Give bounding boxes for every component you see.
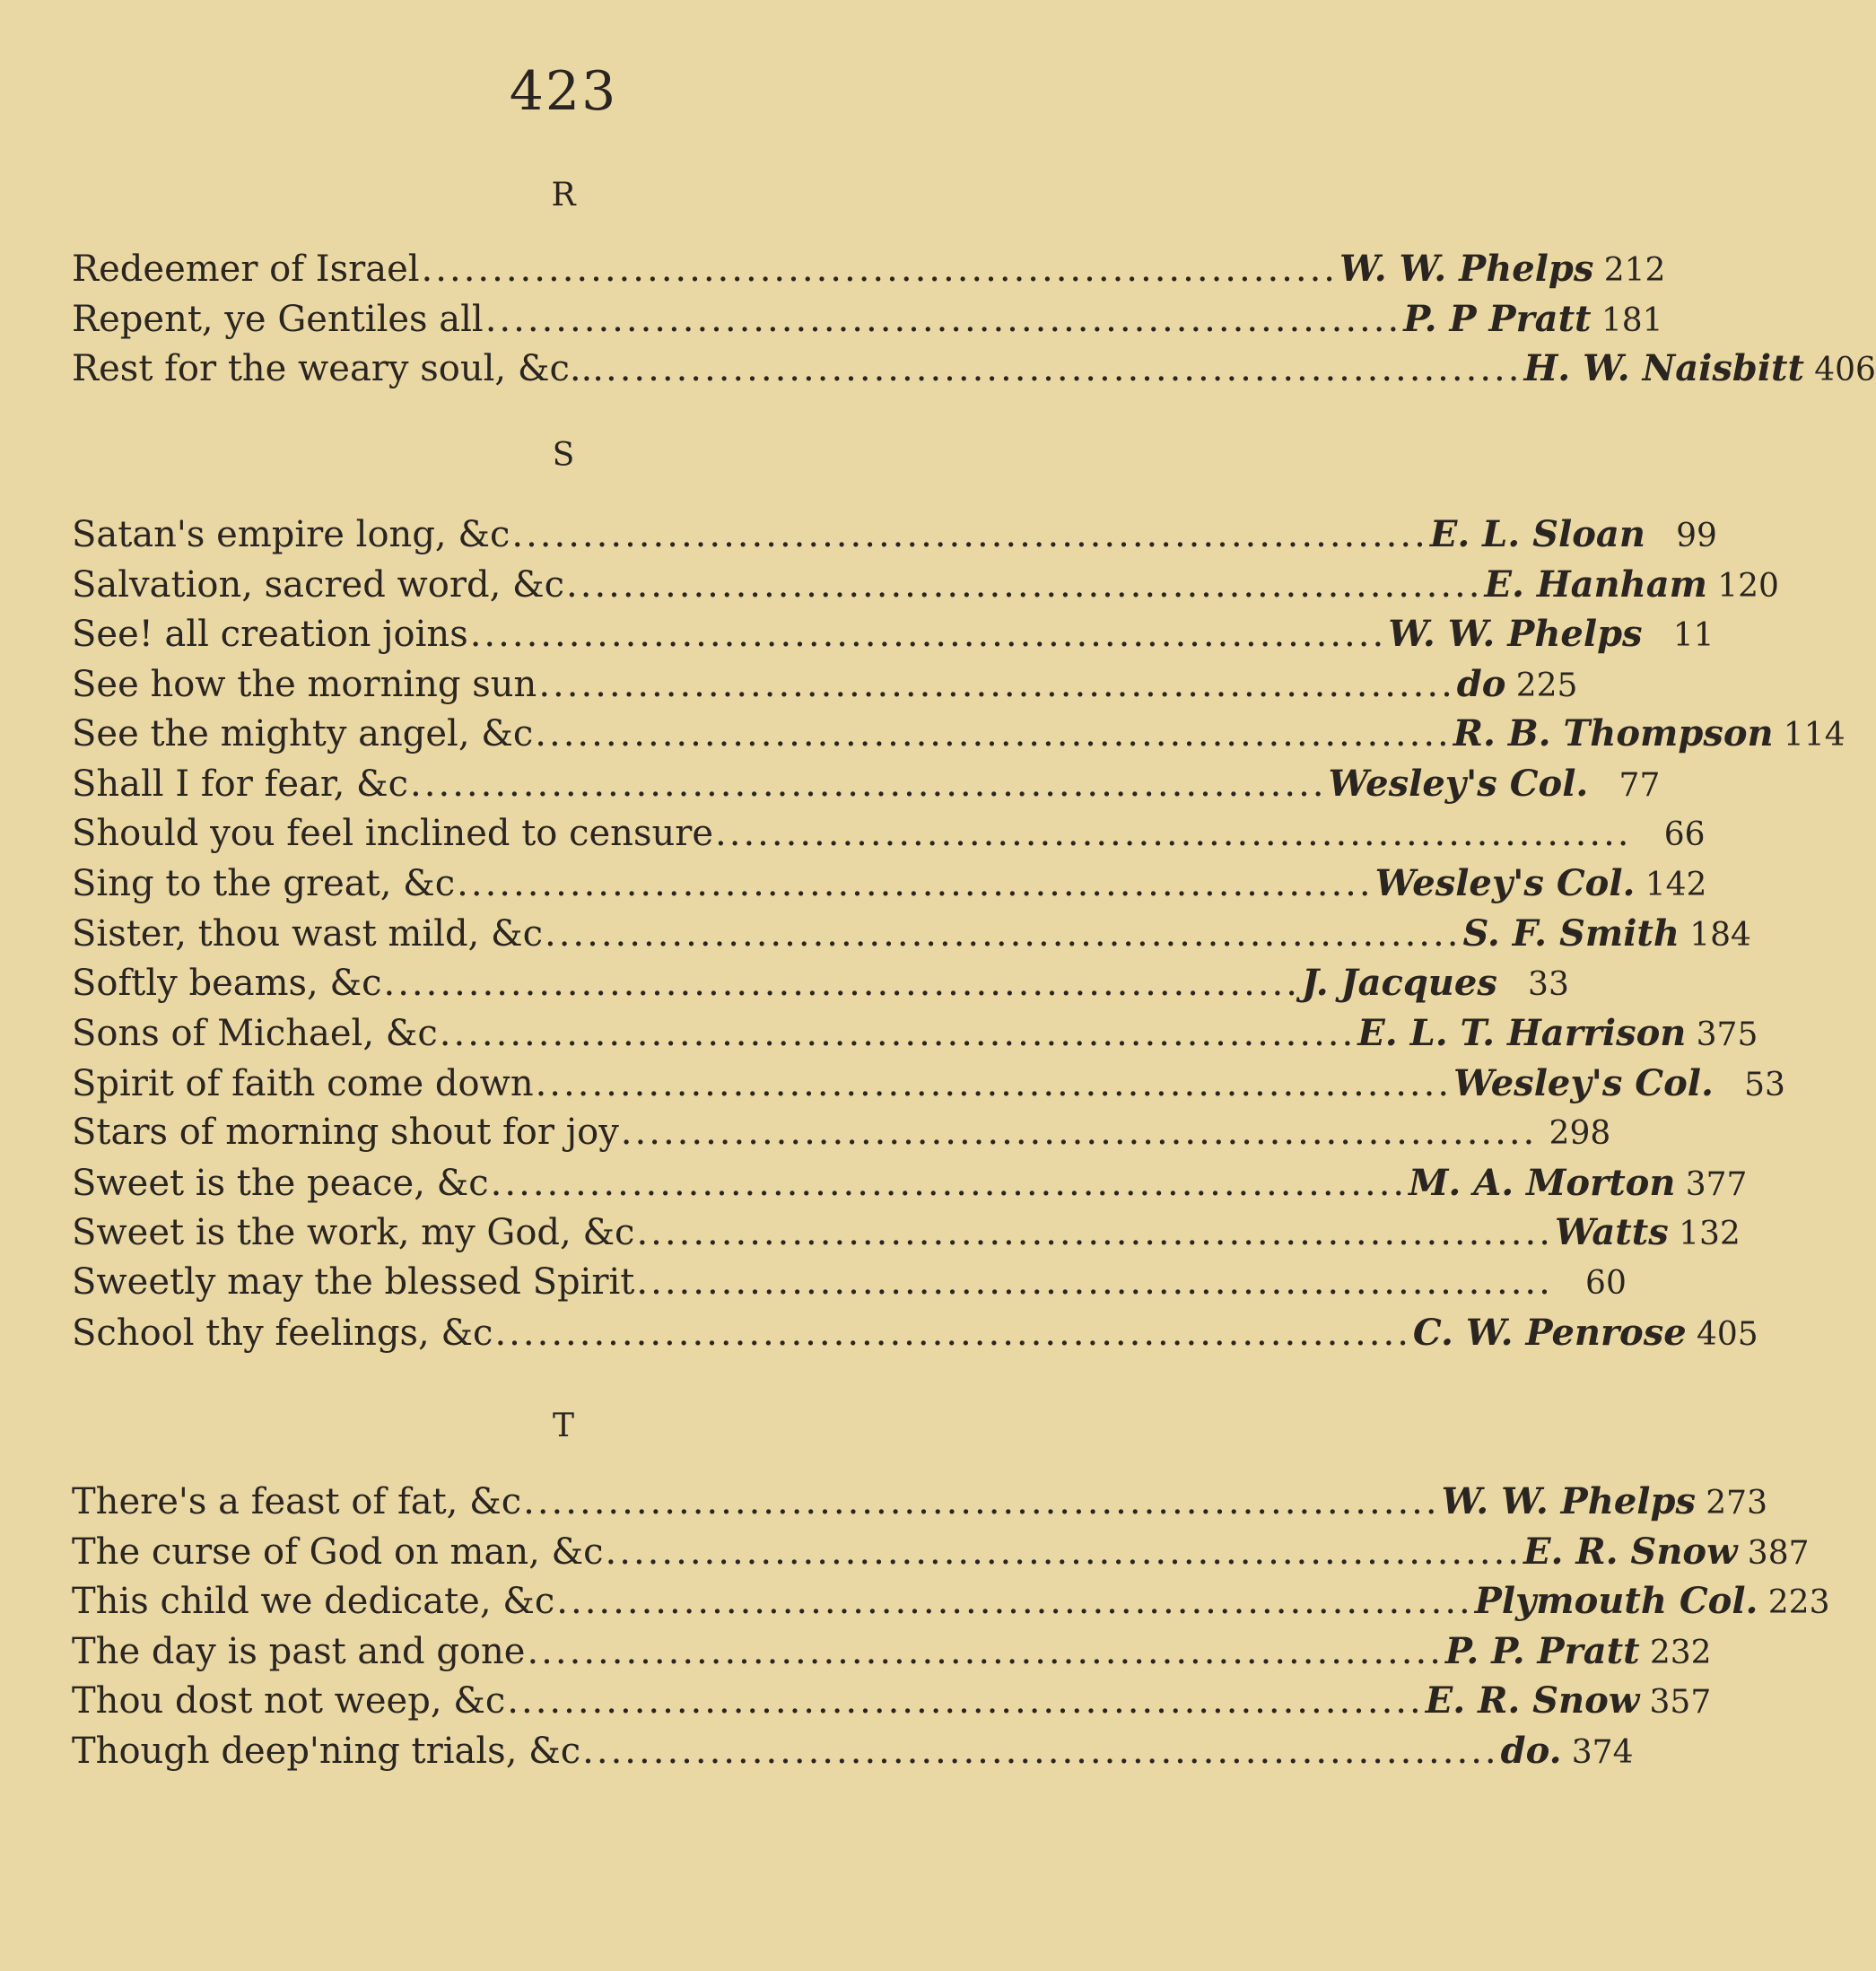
entry-author: E. Hanham bbox=[1484, 563, 1707, 606]
entry-author: P. P. Pratt bbox=[1444, 1629, 1640, 1672]
entry-page: 377 bbox=[1685, 1165, 1748, 1203]
entry-author: C. W. Penrose bbox=[1412, 1311, 1687, 1354]
index-entry bbox=[72, 1627, 1712, 1677]
entry-author: S. F. Smith bbox=[1462, 911, 1680, 955]
entry-author: R. B. Thompson bbox=[1453, 712, 1774, 755]
dot-leader: ................................................................. bbox=[421, 249, 1339, 290]
dot-leader: ................................................................. bbox=[582, 1730, 1499, 1772]
entry-page: 273 bbox=[1706, 1485, 1767, 1522]
dot-leader: ................................................................. bbox=[544, 912, 1462, 955]
index-entry bbox=[72, 809, 1706, 859]
entry-title: Sister, thou wast mild, &c bbox=[72, 912, 543, 955]
index-entry bbox=[72, 759, 1661, 809]
entry-title: Satan's empire long, &c bbox=[72, 514, 510, 555]
index-entry bbox=[72, 1576, 1830, 1627]
entry-page: 66 bbox=[1663, 815, 1706, 853]
index-entry bbox=[72, 1308, 1758, 1358]
index-entry bbox=[72, 859, 1707, 909]
entry-author: Wesley's Col. bbox=[1453, 1061, 1714, 1104]
dot-leader: ................................................................. bbox=[469, 614, 1387, 656]
index-entry bbox=[72, 1726, 1634, 1776]
entry-author: E. L. Sloan bbox=[1429, 513, 1645, 555]
entry-author: W. W. Phelps bbox=[1339, 248, 1594, 290]
dot-leader: ................................................................. bbox=[605, 1531, 1522, 1573]
entry-author: Plymouth Col. bbox=[1474, 1580, 1758, 1623]
entry-title: Stars of morning shout for joy bbox=[72, 1112, 619, 1154]
entry-title: The curse of God on man, &c bbox=[72, 1531, 604, 1573]
section-s-entries bbox=[72, 510, 1845, 1357]
section-r-entries bbox=[72, 244, 1876, 394]
entry-page: 225 bbox=[1515, 667, 1578, 704]
dot-leader: ................................................................. bbox=[494, 1312, 1411, 1354]
entry-page: 387 bbox=[1747, 1534, 1810, 1572]
entry-title: Thou dost not weep, &c bbox=[72, 1680, 506, 1722]
dot-leader: ................................................................. bbox=[439, 1012, 1357, 1054]
dot-leader: ................................................................. bbox=[490, 1162, 1408, 1204]
entry-author: do. bbox=[1500, 1729, 1562, 1772]
entry-title: Sweet is the work, my God, &c bbox=[72, 1212, 635, 1254]
entry-page: 33 bbox=[1528, 966, 1569, 1004]
entry-page: 142 bbox=[1645, 867, 1707, 904]
entry-page: 60 bbox=[1585, 1264, 1627, 1302]
dot-leader: ................................................................. bbox=[383, 963, 1300, 1005]
entry-page: 132 bbox=[1679, 1216, 1741, 1253]
entry-title: Salvation, sacred word, &c bbox=[72, 563, 565, 606]
index-entry bbox=[72, 1108, 1611, 1158]
dot-leader: ................................................................. bbox=[457, 863, 1374, 905]
entry-page: 223 bbox=[1767, 1584, 1830, 1622]
index-entry bbox=[72, 1208, 1741, 1258]
entry-title: School thy feelings, &c bbox=[72, 1312, 493, 1354]
entry-title: Redeemer of Israel bbox=[72, 249, 420, 290]
section-letter-s: S bbox=[552, 437, 575, 474]
index-entry bbox=[72, 1059, 1785, 1109]
dot-leader: ................................................................. bbox=[535, 1062, 1453, 1104]
entry-page: 212 bbox=[1603, 252, 1666, 289]
dot-leader: ................................................................. bbox=[523, 1481, 1440, 1522]
dot-leader: ................................................................. bbox=[410, 763, 1327, 805]
entry-page: 11 bbox=[1672, 617, 1715, 655]
index-entry bbox=[72, 244, 1666, 294]
entry-title: Sing to the great, &c bbox=[72, 863, 456, 905]
index-entry bbox=[72, 659, 1578, 710]
index-entry bbox=[72, 510, 1717, 560]
entry-page: 374 bbox=[1571, 1733, 1634, 1771]
index-entry bbox=[72, 609, 1715, 659]
entry-page: 405 bbox=[1697, 1315, 1758, 1353]
section-t-entries bbox=[72, 1477, 1830, 1776]
entry-page: 120 bbox=[1717, 567, 1779, 605]
entry-title: See! all creation joins bbox=[72, 614, 468, 656]
entry-page: 232 bbox=[1649, 1634, 1712, 1671]
dot-leader: ................................................................. bbox=[484, 298, 1402, 340]
dot-leader: ................................................................. bbox=[566, 563, 1483, 606]
index-entry bbox=[72, 958, 1569, 1008]
entry-page: 184 bbox=[1689, 916, 1751, 954]
entry-page: 114 bbox=[1783, 717, 1845, 754]
entry-author: E. L. T. Harrison bbox=[1357, 1011, 1687, 1054]
entry-title: The day is past and gone bbox=[72, 1630, 526, 1672]
entry-page: 99 bbox=[1676, 518, 1717, 554]
entry-title: There's a feast of fat, &c bbox=[72, 1481, 522, 1522]
entry-author: W. W. Phelps bbox=[1388, 613, 1643, 656]
index-entry bbox=[72, 1676, 1712, 1726]
entry-title: See how the morning sun bbox=[72, 663, 537, 705]
entry-title: Spirit of faith come down bbox=[72, 1062, 534, 1104]
entry-author: P. P Pratt bbox=[1403, 297, 1592, 340]
entry-author: J. Jacques bbox=[1301, 962, 1497, 1005]
index-entry bbox=[72, 709, 1845, 759]
entry-author: Watts bbox=[1554, 1211, 1669, 1254]
entry-title: Rest for the weary soul, &c... bbox=[72, 348, 604, 390]
entry-author: H. W. Naisbitt bbox=[1523, 347, 1804, 390]
entry-page: 298 bbox=[1549, 1115, 1611, 1153]
dot-leader: ................................................................. bbox=[715, 812, 1632, 854]
index-entry bbox=[72, 1258, 1627, 1308]
entry-page: 53 bbox=[1744, 1066, 1785, 1103]
entry-author: W. W. Phelps bbox=[1441, 1480, 1696, 1522]
entry-title: Though deep'ning trials, &c bbox=[72, 1730, 581, 1772]
section-letter-r: R bbox=[551, 177, 576, 214]
dot-leader: ................................................................. bbox=[636, 1260, 1553, 1303]
index-entry bbox=[72, 560, 1779, 610]
dot-leader: ................................................................. bbox=[606, 348, 1523, 390]
dot-leader: ................................................................. bbox=[636, 1212, 1553, 1254]
index-entry bbox=[72, 909, 1751, 959]
index-entry bbox=[72, 1008, 1758, 1059]
entry-title: Sons of Michael, &c bbox=[72, 1012, 438, 1054]
entry-author: Wesley's Col. bbox=[1374, 862, 1636, 905]
entry-author: Wesley's Col. bbox=[1328, 762, 1589, 805]
entry-title: Sweetly may the blessed Spirit bbox=[72, 1260, 635, 1303]
index-entry bbox=[72, 344, 1876, 394]
entry-page: 375 bbox=[1696, 1016, 1758, 1053]
entry-title: Shall I for fear, &c bbox=[72, 763, 409, 805]
entry-page: 181 bbox=[1601, 301, 1663, 339]
index-entry bbox=[72, 294, 1663, 344]
dot-leader: ................................................................. bbox=[535, 713, 1452, 755]
entry-title: This child we dedicate, &c bbox=[72, 1581, 555, 1623]
entry-page: 406 bbox=[1814, 352, 1876, 389]
entry-title: Softly beams, &c bbox=[72, 963, 382, 1005]
page-number: 423 bbox=[509, 60, 618, 123]
entry-author: do bbox=[1456, 662, 1506, 705]
entry-author: E. R. Snow bbox=[1425, 1679, 1640, 1722]
index-entry bbox=[72, 1527, 1810, 1577]
entry-title: Should you feel inclined to censure bbox=[72, 812, 714, 854]
entry-page: 77 bbox=[1619, 766, 1661, 804]
entry-page: 357 bbox=[1649, 1684, 1712, 1722]
entry-author: M. A. Morton bbox=[1409, 1161, 1676, 1204]
entry-title: See the mighty angel, &c bbox=[72, 713, 534, 755]
index-entry bbox=[72, 1158, 1748, 1208]
dot-leader: ................................................................. bbox=[511, 514, 1428, 555]
dot-leader: ................................................................. bbox=[527, 1630, 1444, 1672]
index-entry bbox=[72, 1477, 1767, 1527]
entry-author: E. R. Snow bbox=[1523, 1530, 1738, 1573]
dot-leader: ................................................................. bbox=[538, 663, 1455, 705]
dot-leader: ................................................................. bbox=[507, 1680, 1424, 1722]
entry-title: Sweet is the peace, &c bbox=[72, 1162, 489, 1204]
dot-leader: ................................................................. bbox=[620, 1112, 1538, 1154]
dot-leader: ................................................................. bbox=[556, 1581, 1473, 1623]
section-letter-t: T bbox=[552, 1408, 574, 1444]
entry-title: Repent, ye Gentiles all bbox=[72, 298, 484, 340]
